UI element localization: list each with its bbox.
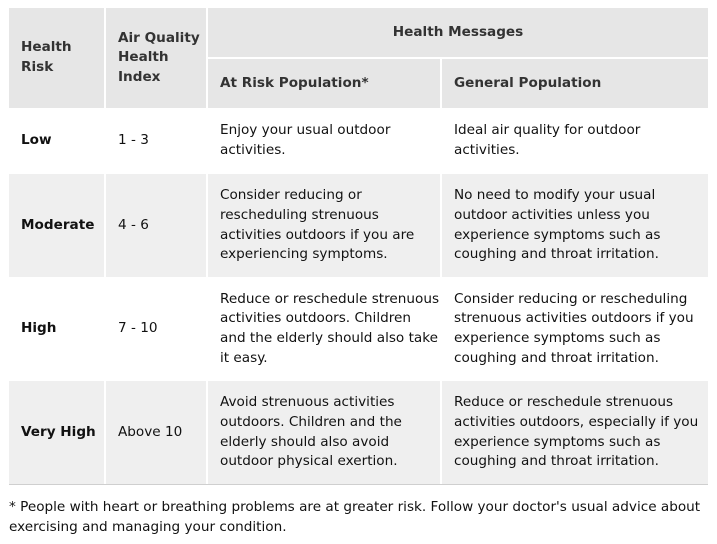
risk-level: Moderate [9, 174, 105, 277]
header-aqhi: Air Quality Health Index [105, 8, 207, 108]
general-message: Ideal air quality for outdoor activities. [454, 122, 641, 158]
health-risk-table [9, 8, 708, 484]
at-risk-message: Enjoy your usual outdoor activities. [207, 108, 441, 174]
table-row-very-high [9, 381, 708, 484]
footnote-divider [9, 484, 708, 485]
aqhi-range: 1 - 3 [105, 108, 207, 174]
at-risk-message: Avoid strenuous activities outdoors. Children and the elderly should also avoid outdoor physical exertion. [207, 381, 441, 484]
risk-level: High [9, 277, 105, 381]
risk-level: Very High [9, 381, 105, 484]
table-row-moderate [9, 174, 708, 277]
header-health-messages: Health Messages [207, 8, 708, 58]
aqhi-range: 7 - 10 [105, 277, 207, 381]
aqhi-range: 4 - 6 [105, 174, 207, 277]
health-risk-table-container [9, 8, 708, 484]
table-row-low [9, 108, 708, 174]
header-general-population: General Population [441, 58, 708, 108]
at-risk-message: Consider reducing or rescheduling strenuous activities outdoors if you are experiencing symptoms. [207, 174, 441, 277]
general-message: Reduce or reschedule strenuous activities outdoors, especially if you experience symptoms such as coughing and throat irritation. [441, 381, 708, 484]
table-row-high [9, 277, 708, 381]
aqhi-range: Above 10 [105, 381, 207, 484]
footnote: * People with heart or breathing problems are at greater risk. Follow your doctor's usual advice about exercising and managing your condition. [9, 499, 701, 535]
header-health-risk: Health Risk [9, 8, 105, 108]
risk-level: Low [9, 108, 105, 174]
header-at-risk-population: At Risk Population* [207, 58, 441, 108]
general-message: Consider reducing or rescheduling strenuous activities outdoors if you experience symptoms such as coughing and throat irritation. [454, 290, 694, 366]
at-risk-message: Reduce or reschedule strenuous activities outdoors. Children and the elderly should also take it easy. [207, 277, 441, 381]
general-message: No need to modify your usual outdoor activities unless you experience symptoms such as coughing and throat irritation. [441, 174, 708, 277]
